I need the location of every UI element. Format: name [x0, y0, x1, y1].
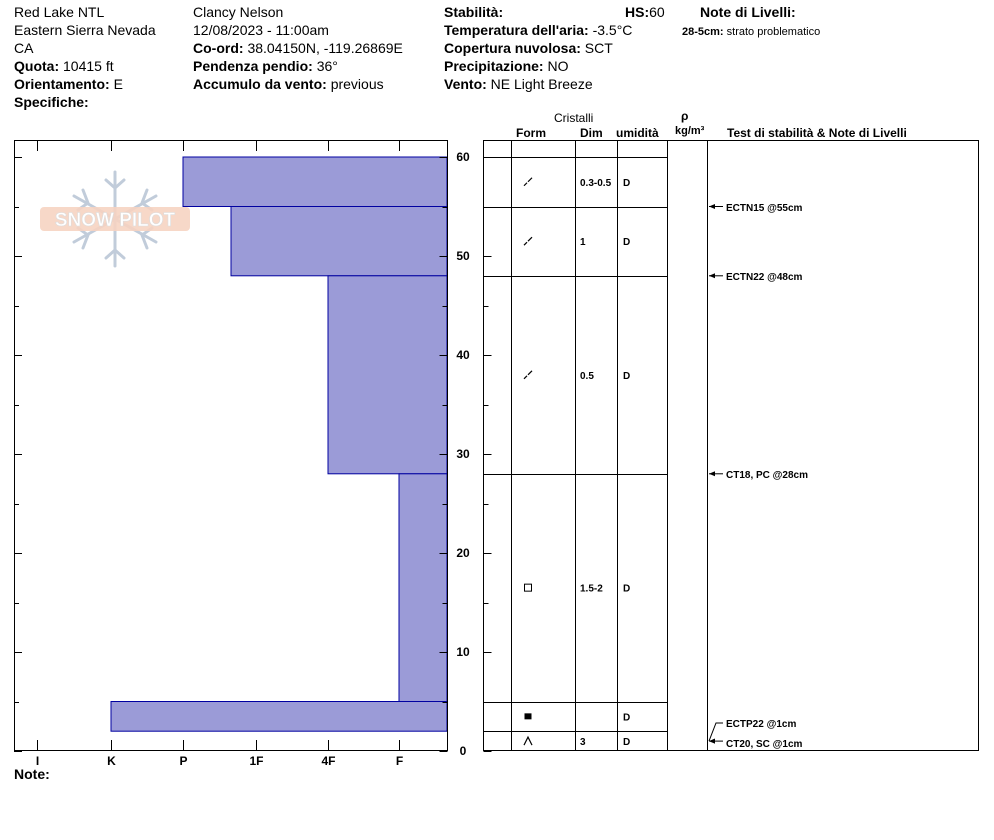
fragment-stroke-1-a: [524, 242, 527, 245]
layer-size-3: 1.5-2: [580, 583, 603, 595]
tests-header: Test di stabilità & Note di Livelli: [727, 126, 907, 140]
fragment-stroke-0-b: [528, 178, 532, 182]
hardness-label-F: F: [395, 754, 404, 768]
hardness-bars: [111, 157, 447, 731]
test-label-4: CT20, SC @1cm: [726, 739, 803, 750]
layer-moisture-1: D: [623, 237, 631, 249]
layer-size-5: 3: [580, 737, 586, 749]
observation-datetime: 12/08/2023 - 11:00am: [193, 22, 329, 38]
hardness-bar-2: [328, 276, 447, 474]
decomposing-fragments-icon: [524, 371, 532, 379]
precip-value: NO: [547, 58, 569, 74]
hardness-bar-4: [111, 702, 447, 732]
faceted-crystals-icon: [525, 584, 532, 591]
wind-loading-label: Accumulo da vento:: [193, 76, 327, 92]
depth-label-40: 40: [456, 348, 470, 362]
test-marker-4: [709, 739, 803, 750]
test-label-2: CT18, PC @28cm: [726, 470, 809, 481]
air-temp-value: -3.5°C: [592, 22, 633, 38]
facet-square-3: [525, 584, 532, 591]
elevation-label: Quota:: [14, 58, 60, 74]
precip-label: Precipitazione:: [444, 58, 544, 74]
slope-label: Pendenza pendio:: [193, 58, 313, 74]
test-arrowhead-1: [709, 273, 715, 278]
humidity-header: umidità: [616, 126, 659, 140]
wind-label: Vento:: [444, 76, 487, 92]
form-header: Form: [516, 126, 546, 140]
coord-label: Co-ord:: [193, 40, 244, 56]
hardness-label-P: P: [179, 754, 188, 768]
stability-tests: [709, 203, 808, 750]
hardness-label-4F: 4F: [321, 754, 336, 768]
wind-loading-value: previous: [330, 76, 384, 92]
specifics-label: Specifiche:: [14, 94, 89, 110]
crystals-header: Cristalli: [554, 111, 594, 125]
layer-size-0: 0.3-0.5: [580, 177, 612, 189]
coord-value: 38.04150N, -119.26869E: [247, 40, 403, 56]
depth-label-60: 60: [456, 150, 470, 164]
slope-value: 36°: [316, 58, 338, 74]
state-name: CA: [14, 40, 34, 56]
depth-hoar-icon: [524, 737, 532, 745]
hardness-bar-1: [231, 207, 447, 276]
depth-label-20: 20: [456, 546, 470, 560]
hardness-bar-0: [183, 157, 447, 207]
depth-label-30: 30: [456, 447, 470, 461]
layer-moisture-0: D: [623, 177, 631, 189]
crust-block-4: [525, 713, 532, 719]
fragment-stroke-0-a: [524, 183, 527, 186]
test-label-3: ECTP22 @1cm: [726, 719, 797, 730]
hs-value: 60: [649, 4, 665, 20]
layer-moisture-5: D: [623, 737, 631, 749]
test-marker-1: [709, 272, 803, 283]
test-marker-0: [709, 203, 803, 214]
hardness-label-I: I: [35, 754, 40, 768]
snowpilot-logo: [40, 172, 190, 266]
depth-label-0: 0: [459, 744, 467, 758]
hoar-chevron-5: [524, 737, 532, 745]
test-marker-2: [709, 470, 808, 481]
layer-note-text: strato problematico: [726, 26, 821, 38]
hardness-bar-3: [399, 474, 447, 702]
layer-table-grid: [484, 141, 708, 751]
cloud-value: SCT: [584, 40, 613, 56]
observer-name: Clancy Nelson: [193, 4, 284, 20]
depth-label-10: 10: [456, 645, 470, 659]
rho-header: ρ: [681, 109, 689, 123]
decomposing-fragments-icon: [524, 237, 532, 245]
test-label-0: ECTN15 @55cm: [726, 203, 803, 214]
aspect-value: E: [113, 76, 123, 92]
layer-moisture-2: D: [623, 370, 631, 382]
test-label-1: ECTN22 @48cm: [726, 272, 803, 283]
test-arrowhead-2: [709, 471, 715, 476]
test-leader-3: [709, 723, 723, 741]
layer-notes-label: Note di Livelli:: [700, 4, 796, 20]
wind-value: NE Light Breeze: [490, 76, 593, 92]
range-name: Eastern Sierra Nevada: [14, 22, 156, 38]
layer-note-depth: 28-5cm:: [682, 26, 724, 38]
location-name: Red Lake NTL: [14, 4, 105, 20]
aspect-label: Orientamento:: [14, 76, 110, 92]
layer-size-1: 1: [580, 237, 586, 249]
dim-header: Dim: [580, 126, 603, 140]
elevation-value: 10415 ft: [63, 58, 114, 74]
stability-label: Stabilità:: [444, 4, 504, 20]
fragment-stroke-1-b: [528, 237, 532, 241]
fragment-stroke-2-b: [528, 371, 532, 375]
decomposing-fragments-icon: [524, 178, 532, 186]
air-temp-label: Temperatura dell'aria:: [444, 22, 589, 38]
note-label: Note:: [14, 766, 50, 782]
layer-table-frame: [484, 141, 979, 751]
hardness-label-K: K: [107, 754, 116, 768]
test-arrowhead-0: [709, 204, 715, 209]
hardness-label-1F: 1F: [249, 754, 264, 768]
logo-text: SNOW PILOT: [54, 210, 176, 231]
layer-size-2: 0.5: [580, 370, 594, 382]
layer-moisture-4: D: [623, 712, 631, 724]
melt-freeze-crust-icon: [525, 713, 532, 719]
layer-cells: [524, 178, 630, 748]
hs-label: HS:: [625, 4, 650, 20]
depth-label-50: 50: [456, 249, 470, 263]
layer-moisture-3: D: [623, 583, 631, 595]
density-unit-header: kg/m³: [675, 125, 705, 137]
cloud-label: Copertura nuvolosa:: [444, 40, 581, 56]
fragment-stroke-2-a: [524, 376, 527, 379]
